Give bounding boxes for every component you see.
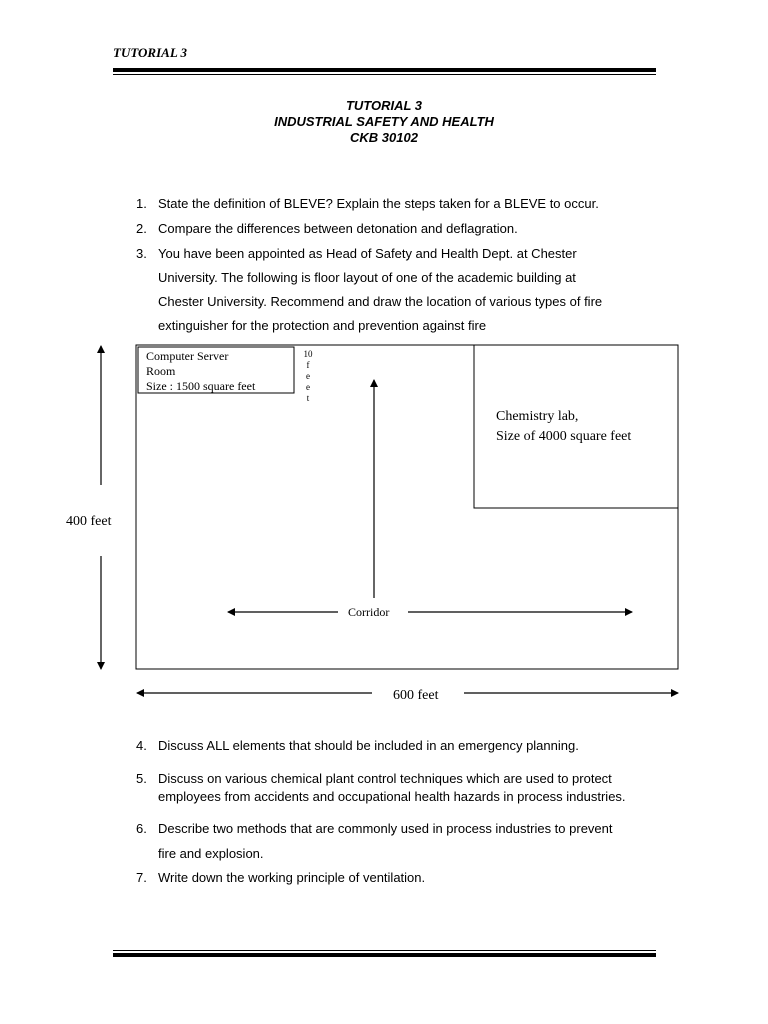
question-text: Discuss ALL elements that should be included in an emergency planning. [158,738,579,753]
gap-label-char: e [306,371,310,381]
server-room-label-line: Computer Server [146,349,229,363]
title-line-3: CKB 30102 [350,130,418,145]
width-dimension-label: 600 feet [393,688,439,703]
height-dimension-label: 400 feet [66,514,112,529]
question-number: 6. [136,821,147,836]
question-text-line: employees from accidents and occupational health hazards in process industries. [158,789,626,804]
question-number: 4. [136,738,147,753]
chemistry-lab-label-line: Chemistry lab, [496,409,579,424]
question-number: 1. [136,196,147,211]
question-text-line: fire and explosion. [158,846,264,861]
title-line-1: TUTORIAL 3 [345,98,423,113]
question-text: Compare the differences between detonation and deflagration. [158,221,518,236]
server-room-label-line: Size : 1500 square feet [146,379,256,393]
question-text-line: Chester University. Recommend and draw the location of various types of fire [158,294,603,309]
question-text-line: University. The following is floor layout of one of the academic building at [158,270,576,285]
question-text-line: Describe two methods that are commonly used in process industries to prevent [158,821,613,836]
footer-rule-thick [113,953,656,957]
gap-label-char: 10 [303,349,313,359]
gap-label-char: e [306,382,310,392]
chemistry-lab-label-line: Size of 4000 square feet [496,429,632,444]
question-text-line: You have been appointed as Head of Safety and Health Dept. at Chester [158,246,577,261]
server-room-label [146,349,255,394]
gap-label-char: f [306,360,310,370]
corridor-label: Corridor [348,605,390,619]
gap-10-feet-label [301,349,315,404]
question-5 [0,770,768,806]
question-6 [0,820,768,864]
question-text: Write down the working principle of ventilation. [158,870,426,885]
question-7 [0,869,768,887]
question-number: 5. [136,771,147,786]
server-room-label-line: Room [146,364,176,378]
question-number: 7. [136,870,147,885]
footer-rule-thin [113,950,656,951]
question-4 [0,737,768,755]
title-line-2: INDUSTRIAL SAFETY AND HEALTH [274,114,494,129]
gap-label-char: t [306,393,310,403]
header-label: TUTORIAL 3 [113,45,188,60]
question-number: 3. [136,246,147,261]
question-text-line: Discuss on various chemical plant control techniques which are used to protect [158,771,612,786]
question-number: 2. [136,221,147,236]
question-text-line: extinguisher for the protection and prevention against fire [158,318,487,333]
question-text: State the definition of BLEVE? Explain the steps taken for a BLEVE to occur. [158,196,599,211]
chemistry-lab-label [496,407,631,447]
